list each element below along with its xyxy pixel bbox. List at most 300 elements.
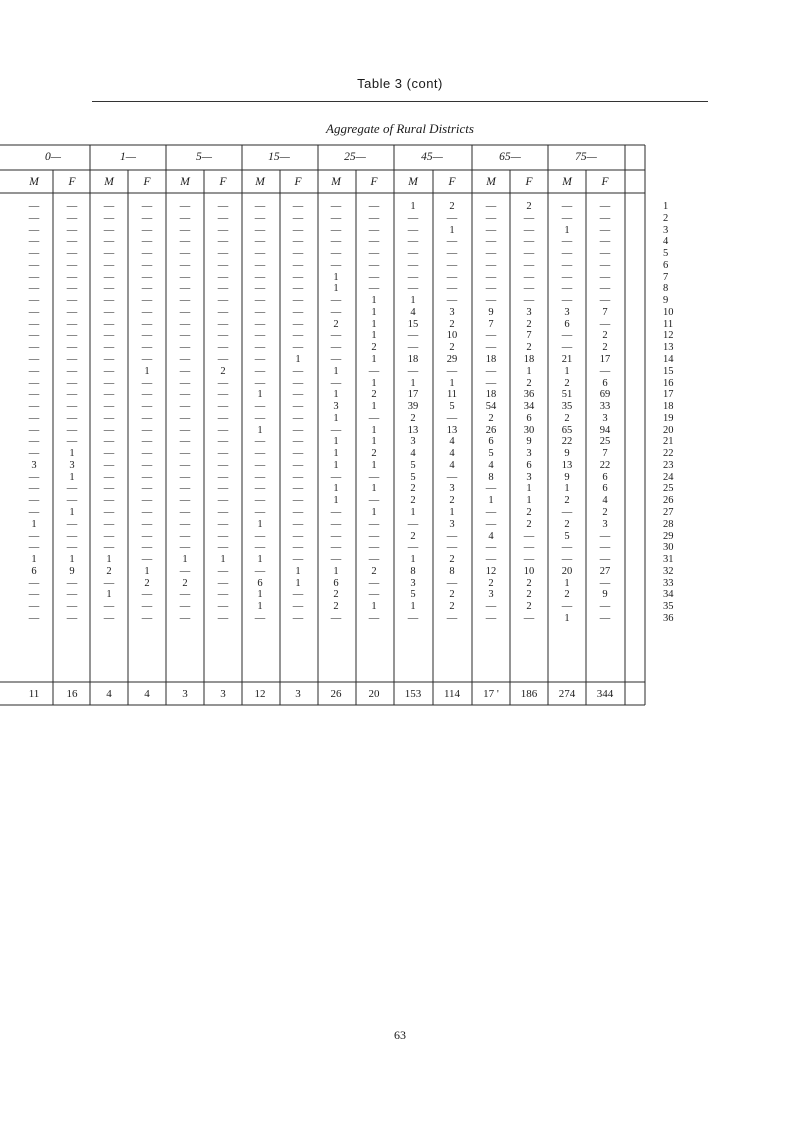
- table-cell: 1: [31, 554, 37, 566]
- table-cell: —: [292, 436, 304, 448]
- table-cell: 6: [602, 377, 608, 389]
- table-cell: —: [66, 201, 78, 212]
- table-cell: —: [485, 330, 497, 342]
- table-cell: —: [103, 601, 115, 613]
- table-cell: 6: [257, 577, 263, 589]
- table-cell: —: [254, 471, 266, 483]
- table-cell: 2: [526, 377, 532, 389]
- table-cell: —: [217, 318, 229, 330]
- table-cell: 2: [182, 577, 188, 589]
- table-cell: 1: [371, 377, 377, 389]
- sex-heading: M: [408, 176, 418, 188]
- table-cell: —: [217, 354, 229, 365]
- table-cell: 1: [371, 601, 377, 613]
- table-cell: 22: [599, 459, 611, 471]
- row-number: 19: [663, 412, 674, 424]
- table-cell: —: [330, 542, 342, 554]
- table-cell: 1: [333, 448, 339, 460]
- table-cell: 2: [106, 565, 112, 577]
- table-cell: —: [523, 212, 535, 224]
- table-cell: 5: [410, 471, 416, 483]
- table-cell: 9: [488, 306, 494, 318]
- table-cell: 3: [449, 483, 455, 495]
- table-cell: —: [217, 401, 229, 413]
- table-cell: —: [179, 401, 191, 413]
- table-cell: 1: [333, 495, 339, 507]
- table-cell: —: [254, 306, 266, 318]
- table-cell: 2: [488, 577, 494, 589]
- total-cell: 3: [182, 688, 188, 700]
- row-number: 5: [663, 248, 669, 260]
- table-cell: —: [141, 471, 153, 483]
- table-cell: —: [28, 495, 40, 507]
- table-cell: 13: [446, 424, 458, 436]
- table-cell: —: [28, 612, 40, 624]
- table-cell: —: [103, 224, 115, 236]
- table-cell: —: [103, 495, 115, 507]
- table-cell: 1: [371, 507, 377, 519]
- table-cell: —: [217, 295, 229, 307]
- row-number: 18: [663, 401, 674, 413]
- table-cell: —: [407, 236, 419, 248]
- table-cell: 25: [599, 436, 611, 448]
- table-cell: —: [523, 530, 535, 542]
- total-cell: 3: [295, 688, 301, 700]
- row-number: 35: [663, 601, 674, 613]
- table-cell: 2: [333, 589, 339, 601]
- table-cell: 18: [485, 354, 497, 365]
- table-cell: —: [141, 601, 153, 613]
- table-cell: —: [217, 471, 229, 483]
- sex-heading: F: [219, 176, 227, 188]
- table-cell: 2: [449, 318, 455, 330]
- table-cell: 9: [526, 436, 532, 448]
- table-cell: —: [28, 401, 40, 413]
- table-cell: —: [368, 612, 380, 624]
- table-cell: —: [485, 365, 497, 377]
- table-cell: —: [141, 248, 153, 260]
- table-cell: 2: [526, 601, 532, 613]
- table-cell: 1: [371, 295, 377, 307]
- table-cell: —: [103, 424, 115, 436]
- row-number: 34: [663, 589, 674, 601]
- table-cell: —: [485, 283, 497, 295]
- age-band-heading: 5—: [196, 151, 212, 163]
- table-cell: —: [66, 354, 78, 365]
- table-cell: 1: [371, 401, 377, 413]
- table-cell: —: [28, 248, 40, 260]
- table-cell: —: [66, 365, 78, 377]
- table-cell: —: [103, 318, 115, 330]
- row-number: 11: [663, 318, 674, 330]
- table-cell: —: [28, 365, 40, 377]
- table-cell: —: [523, 271, 535, 283]
- table-cell: —: [561, 212, 573, 224]
- table-cell: —: [28, 507, 40, 519]
- table-cell: —: [485, 248, 497, 260]
- table-cell: 1: [182, 554, 188, 566]
- sex-heading: M: [104, 176, 114, 188]
- table-cell: —: [254, 283, 266, 295]
- age-band-heading: 1—: [120, 151, 136, 163]
- table-cell: —: [103, 507, 115, 519]
- table-cell: —: [179, 507, 191, 519]
- table-cell: —: [561, 507, 573, 519]
- table-cell: 3: [602, 518, 608, 530]
- table-cell: —: [599, 295, 611, 307]
- table-cell: —: [561, 601, 573, 613]
- table-cell: —: [292, 342, 304, 354]
- table-cell: —: [217, 424, 229, 436]
- table-cell: —: [254, 259, 266, 271]
- table-cell: —: [368, 577, 380, 589]
- table-cell: —: [217, 236, 229, 248]
- table-cell: 10: [523, 565, 535, 577]
- table-cell: —: [254, 224, 266, 236]
- table-cell: 1: [449, 507, 455, 519]
- table-cell: —: [330, 236, 342, 248]
- table-cell: —: [217, 283, 229, 295]
- table-cell: 2: [564, 495, 570, 507]
- table-cell: —: [103, 436, 115, 448]
- table-cell: —: [254, 330, 266, 342]
- table-cell: —: [330, 342, 342, 354]
- table-cell: —: [179, 389, 191, 401]
- table-cell: —: [330, 224, 342, 236]
- table-cell: —: [179, 471, 191, 483]
- row-number: 29: [663, 530, 674, 542]
- table-subtitle: Aggregate of Rural Districts: [326, 121, 474, 136]
- table-cell: 36: [523, 389, 535, 401]
- table-cell: —: [254, 365, 266, 377]
- age-band-heading: 75—: [575, 151, 597, 163]
- table-cell: —: [599, 530, 611, 542]
- table-cell: —: [28, 542, 40, 554]
- table-cell: —: [292, 248, 304, 260]
- table-cell: —: [254, 495, 266, 507]
- table-cell: —: [368, 365, 380, 377]
- table-cell: —: [66, 401, 78, 413]
- table-cell: —: [28, 236, 40, 248]
- table-cell: —: [368, 542, 380, 554]
- table-cell: 1: [410, 377, 416, 389]
- table-cell: 2: [564, 377, 570, 389]
- table-cell: 69: [599, 389, 611, 401]
- table-cell: —: [28, 271, 40, 283]
- table-cell: —: [368, 236, 380, 248]
- table-cell: —: [485, 601, 497, 613]
- table-cell: —: [254, 236, 266, 248]
- table-cell: —: [217, 518, 229, 530]
- table-cell: 27: [599, 565, 611, 577]
- row-number: 30: [663, 542, 674, 554]
- table-cell: 35: [561, 401, 573, 413]
- table-cell: 3: [410, 577, 416, 589]
- table-cell: 2: [488, 412, 494, 424]
- table-cell: —: [217, 271, 229, 283]
- table-cell: —: [485, 236, 497, 248]
- table-cell: —: [523, 248, 535, 260]
- table-cell: —: [66, 306, 78, 318]
- table-cell: —: [292, 554, 304, 566]
- table-cell: —: [254, 448, 266, 460]
- table-cell: —: [28, 483, 40, 495]
- table-cell: 9: [602, 589, 608, 601]
- table-cell: —: [103, 483, 115, 495]
- table-cell: 1: [410, 601, 416, 613]
- row-number: 33: [663, 577, 674, 589]
- table-cell: —: [103, 412, 115, 424]
- table-cell: —: [179, 201, 191, 212]
- row-number: 12: [663, 330, 674, 342]
- table-cell: 4: [410, 448, 416, 460]
- table-cell: —: [254, 507, 266, 519]
- sex-heading: F: [448, 176, 456, 188]
- table-cell: —: [179, 483, 191, 495]
- table-cell: —: [523, 236, 535, 248]
- row-number: 17: [663, 389, 674, 401]
- table-cell: 1: [564, 577, 570, 589]
- table-cell: 18: [407, 354, 419, 365]
- table-cell: —: [292, 589, 304, 601]
- table-cell: 12: [485, 565, 497, 577]
- table-cell: 3: [31, 459, 37, 471]
- table-cell: —: [66, 542, 78, 554]
- table-cell: 3: [410, 436, 416, 448]
- table-cell: 11: [446, 389, 458, 401]
- row-number: 21: [663, 436, 674, 448]
- sex-heading: F: [68, 176, 76, 188]
- table-cell: —: [28, 424, 40, 436]
- table-cell: —: [292, 471, 304, 483]
- table-cell: —: [292, 295, 304, 307]
- table-cell: 2: [333, 601, 339, 613]
- table-cell: —: [141, 554, 153, 566]
- table-cell: 6: [564, 318, 570, 330]
- table-cell: 54: [485, 401, 497, 413]
- table-cell: —: [485, 342, 497, 354]
- table-cell: —: [179, 212, 191, 224]
- table-cell: —: [446, 365, 458, 377]
- table-cell: —: [561, 271, 573, 283]
- table-cell: —: [446, 212, 458, 224]
- table-title: Table 3 (cont): [357, 76, 443, 91]
- table-cell: —: [446, 612, 458, 624]
- sex-heading: F: [525, 176, 533, 188]
- row-number: 26: [663, 495, 674, 507]
- table-cell: 1: [257, 518, 263, 530]
- table-cell: 4: [488, 530, 494, 542]
- table-cell: 3: [564, 306, 570, 318]
- table-cell: —: [292, 448, 304, 460]
- table-cell: 1: [371, 306, 377, 318]
- table-cell: —: [330, 471, 342, 483]
- table-cell: 2: [371, 565, 377, 577]
- table-cell: —: [330, 554, 342, 566]
- table-cell: 20: [561, 565, 573, 577]
- table-cell: —: [103, 471, 115, 483]
- table-cell: 1: [69, 554, 75, 566]
- row-number: 6: [663, 259, 669, 271]
- table-cell: —: [141, 436, 153, 448]
- table-cell: —: [28, 342, 40, 354]
- table-cell: 3: [449, 518, 455, 530]
- table-cell: —: [561, 542, 573, 554]
- table-cell: —: [217, 248, 229, 260]
- table-cell: —: [103, 248, 115, 260]
- table-cell: —: [141, 295, 153, 307]
- total-cell: 12: [254, 688, 266, 700]
- table-cell: —: [141, 318, 153, 330]
- table-cell: —: [217, 601, 229, 613]
- table-cell: —: [28, 295, 40, 307]
- table-cell: —: [599, 318, 611, 330]
- table-cell: 2: [526, 201, 532, 212]
- table-cell: —: [66, 342, 78, 354]
- table-cell: —: [179, 612, 191, 624]
- table-cell: —: [217, 259, 229, 271]
- table-cell: 1: [333, 436, 339, 448]
- table-cell: —: [28, 412, 40, 424]
- table-cell: —: [217, 448, 229, 460]
- table-cell: 5: [564, 530, 570, 542]
- table-cell: —: [179, 424, 191, 436]
- table-cell: —: [28, 224, 40, 236]
- row-number: 28: [663, 518, 674, 530]
- table-cell: 1: [371, 459, 377, 471]
- table-cell: —: [330, 248, 342, 260]
- table-cell: —: [217, 306, 229, 318]
- table-cell: 2: [449, 342, 455, 354]
- page-number: 63: [394, 1028, 406, 1042]
- total-cell: 4: [106, 688, 112, 700]
- table-cell: 1: [488, 495, 494, 507]
- table-cell: —: [292, 283, 304, 295]
- table-cell: —: [523, 259, 535, 271]
- sex-heading: M: [562, 176, 572, 188]
- table-cell: 1: [410, 554, 416, 566]
- table-cell: —: [330, 518, 342, 530]
- table-cell: —: [66, 495, 78, 507]
- table-cell: —: [103, 448, 115, 460]
- table-cell: 39: [407, 401, 419, 413]
- table-cell: —: [179, 224, 191, 236]
- table-cell: —: [446, 259, 458, 271]
- table-cell: 5: [488, 448, 494, 460]
- table-cell: —: [141, 483, 153, 495]
- table-cell: —: [66, 483, 78, 495]
- table-cell: —: [28, 389, 40, 401]
- table-cell: —: [292, 259, 304, 271]
- table-cell: 1: [257, 601, 263, 613]
- table-cell: —: [523, 224, 535, 236]
- table-cell: —: [485, 542, 497, 554]
- table-cell: 3: [449, 306, 455, 318]
- table-cell: 1: [410, 201, 416, 212]
- table-cell: 1: [257, 389, 263, 401]
- table-cell: —: [485, 201, 497, 212]
- table-cell: 5: [410, 589, 416, 601]
- table-cell: —: [561, 342, 573, 354]
- table-cell: —: [254, 354, 266, 365]
- table-cell: —: [103, 377, 115, 389]
- table-cell: 1: [220, 554, 226, 566]
- row-number: 4: [663, 236, 669, 248]
- table-cell: —: [485, 271, 497, 283]
- table-cell: —: [28, 318, 40, 330]
- sex-heading: M: [180, 176, 190, 188]
- table-cell: —: [330, 377, 342, 389]
- table-cell: 2: [564, 589, 570, 601]
- table-cell: —: [28, 259, 40, 271]
- table-cell: —: [103, 354, 115, 365]
- row-number: 24: [663, 471, 674, 483]
- table-cell: 6: [526, 459, 532, 471]
- table-cell: 2: [410, 483, 416, 495]
- total-cell: 114: [443, 688, 461, 700]
- table-cell: 2: [220, 365, 226, 377]
- table-cell: —: [217, 577, 229, 589]
- table-cell: 1: [564, 612, 570, 624]
- table-cell: —: [217, 377, 229, 389]
- row-number: 8: [663, 283, 669, 295]
- table-cell: —: [179, 377, 191, 389]
- table-cell: —: [66, 283, 78, 295]
- table-cell: 1: [333, 389, 339, 401]
- table-cell: —: [407, 365, 419, 377]
- table-cell: —: [599, 612, 611, 624]
- table-cell: 4: [488, 459, 494, 471]
- table-cell: —: [103, 530, 115, 542]
- table-cell: 1: [106, 589, 112, 601]
- table-cell: 1: [69, 448, 75, 460]
- table-cell: —: [292, 424, 304, 436]
- table-cell: —: [446, 577, 458, 589]
- table-cell: 6: [31, 565, 37, 577]
- table-cell: —: [179, 436, 191, 448]
- table-cell: —: [179, 295, 191, 307]
- table-cell: —: [599, 554, 611, 566]
- table-cell: —: [66, 271, 78, 283]
- table-cell: 2: [371, 448, 377, 460]
- row-number: 22: [663, 448, 674, 460]
- table-cell: —: [141, 530, 153, 542]
- table-cell: 1: [333, 283, 339, 295]
- table-cell: —: [28, 530, 40, 542]
- table-cell: —: [485, 518, 497, 530]
- table-cell: 1: [144, 365, 150, 377]
- table-cell: 1: [257, 589, 263, 601]
- table-cell: —: [407, 271, 419, 283]
- table-cell: —: [561, 248, 573, 260]
- table-cell: —: [407, 224, 419, 236]
- table-cell: —: [561, 295, 573, 307]
- table-cell: —: [66, 436, 78, 448]
- table-cell: —: [446, 283, 458, 295]
- table-cell: 2: [564, 518, 570, 530]
- table-cell: 13: [407, 424, 419, 436]
- table-cell: 2: [602, 330, 608, 342]
- table-cell: 7: [602, 448, 608, 460]
- table-cell: —: [407, 283, 419, 295]
- table-cell: 7: [602, 306, 608, 318]
- sex-heading: F: [294, 176, 302, 188]
- table-cell: —: [103, 295, 115, 307]
- table-cell: —: [66, 259, 78, 271]
- table-cell: —: [446, 295, 458, 307]
- table-cell: —: [66, 389, 78, 401]
- table-cell: —: [561, 259, 573, 271]
